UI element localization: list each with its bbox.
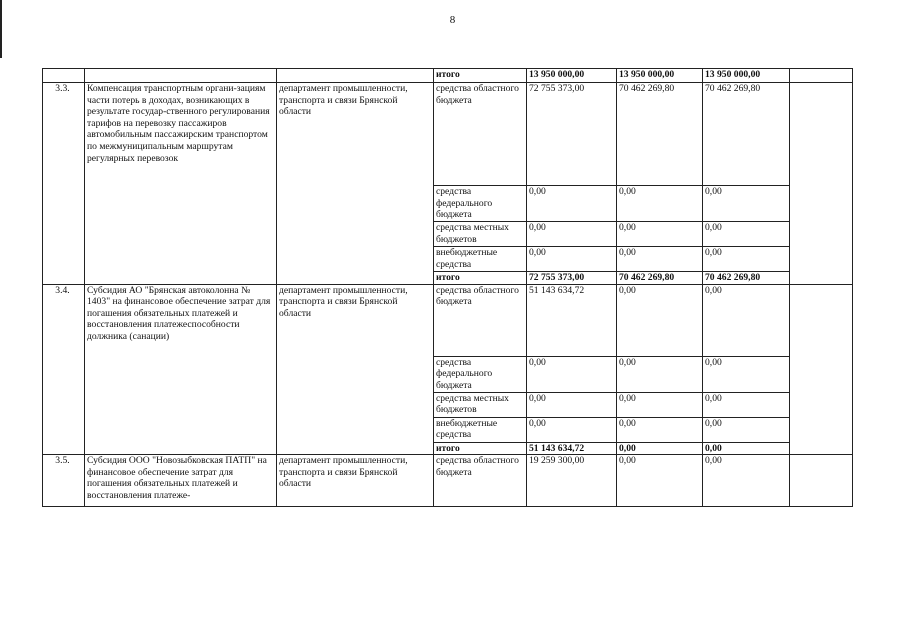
value-cell: 13 950 000,00 [703, 69, 790, 83]
value-cell: 0,00 [617, 356, 703, 392]
table-row [43, 83, 853, 186]
value-cell: 0,00 [617, 284, 703, 356]
value-cell: 0,00 [617, 417, 703, 442]
value-cell: 70 462 269,80 [703, 83, 790, 186]
value-cell: 0,00 [617, 392, 703, 417]
item-number: 3.4. [43, 284, 85, 455]
source-label: средства федерального бюджета [434, 356, 527, 392]
value-cell: 70 462 269,80 [617, 83, 703, 186]
source-label: средства областного бюджета [434, 455, 527, 507]
value-cell: 19 259 300,00 [527, 455, 617, 507]
source-label: средства областного бюджета [434, 83, 527, 186]
value-cell: 0,00 [617, 222, 703, 247]
item-description: Субсидия ООО "Новозыбковская ПАТП" на финансовое обеспечение затрат для погашения обязательных платежей и восстановления платеже- [85, 455, 277, 507]
table-row [43, 69, 853, 83]
source-label: средства федерального бюджета [434, 186, 527, 222]
value-cell: 0,00 [703, 186, 790, 222]
value-cell: 0,00 [527, 356, 617, 392]
value-cell: 0,00 [527, 222, 617, 247]
table-row [43, 455, 853, 507]
source-label: средства местных бюджетов [434, 392, 527, 417]
source-label: итого [434, 442, 527, 455]
item-number: 3.3. [43, 83, 85, 285]
value-cell: 0,00 [703, 442, 790, 455]
value-cell: 51 143 634,72 [527, 442, 617, 455]
value-cell: 0,00 [527, 392, 617, 417]
value-cell: 51 143 634,72 [527, 284, 617, 356]
value-cell: 0,00 [703, 455, 790, 507]
value-cell: 13 950 000,00 [527, 69, 617, 83]
value-cell: 0,00 [703, 417, 790, 442]
value-cell: 0,00 [617, 186, 703, 222]
value-cell: 0,00 [703, 356, 790, 392]
value-cell: 72 755 373,00 [527, 272, 617, 285]
item-description: Субсидия АО "Брянская автоколонна № 1403" на финансовое обеспечение затрат для погашения обязательных платежей и восстановления платежеспособности должника (санации) [85, 284, 277, 455]
value-cell: 0,00 [703, 392, 790, 417]
item-department: департамент промышленности, транспорта и связи Брянской области [277, 284, 434, 455]
budget-table [42, 68, 853, 507]
value-cell: 0,00 [527, 247, 617, 272]
source-label: средства местных бюджетов [434, 222, 527, 247]
item-department: департамент промышленности, транспорта и связи Брянской области [277, 455, 434, 507]
page-number: 8 [449, 14, 456, 26]
value-cell: 13 950 000,00 [617, 69, 703, 83]
item-department: департамент промышленности, транспорта и связи Брянской области [277, 83, 434, 285]
source-label: итого [434, 69, 527, 83]
value-cell: 0,00 [617, 455, 703, 507]
value-cell: 0,00 [703, 247, 790, 272]
source-label: внебюджетные средства [434, 417, 527, 442]
left-margin-mark [0, 0, 2, 58]
value-cell: 0,00 [617, 442, 703, 455]
source-label: внебюджетные средства [434, 247, 527, 272]
value-cell: 72 755 373,00 [527, 83, 617, 186]
item-number: 3.5. [43, 455, 85, 507]
table-row [43, 284, 853, 356]
value-cell: 0,00 [527, 186, 617, 222]
item-description: Компенсация транспортным органи-зациям части потерь в доходах, возникающих в результате государ-ственного регулирования тарифов на перевозку пассажиров автомобильным пассажирским транспортом по межмуниципальным маршрутам регулярных перевозок [85, 83, 277, 285]
value-cell: 0,00 [703, 222, 790, 247]
value-cell: 0,00 [527, 417, 617, 442]
value-cell: 0,00 [703, 284, 790, 356]
value-cell: 0,00 [617, 247, 703, 272]
value-cell: 70 462 269,80 [703, 272, 790, 285]
source-label: средства областного бюджета [434, 284, 527, 356]
source-label: итого [434, 272, 527, 285]
value-cell: 70 462 269,80 [617, 272, 703, 285]
